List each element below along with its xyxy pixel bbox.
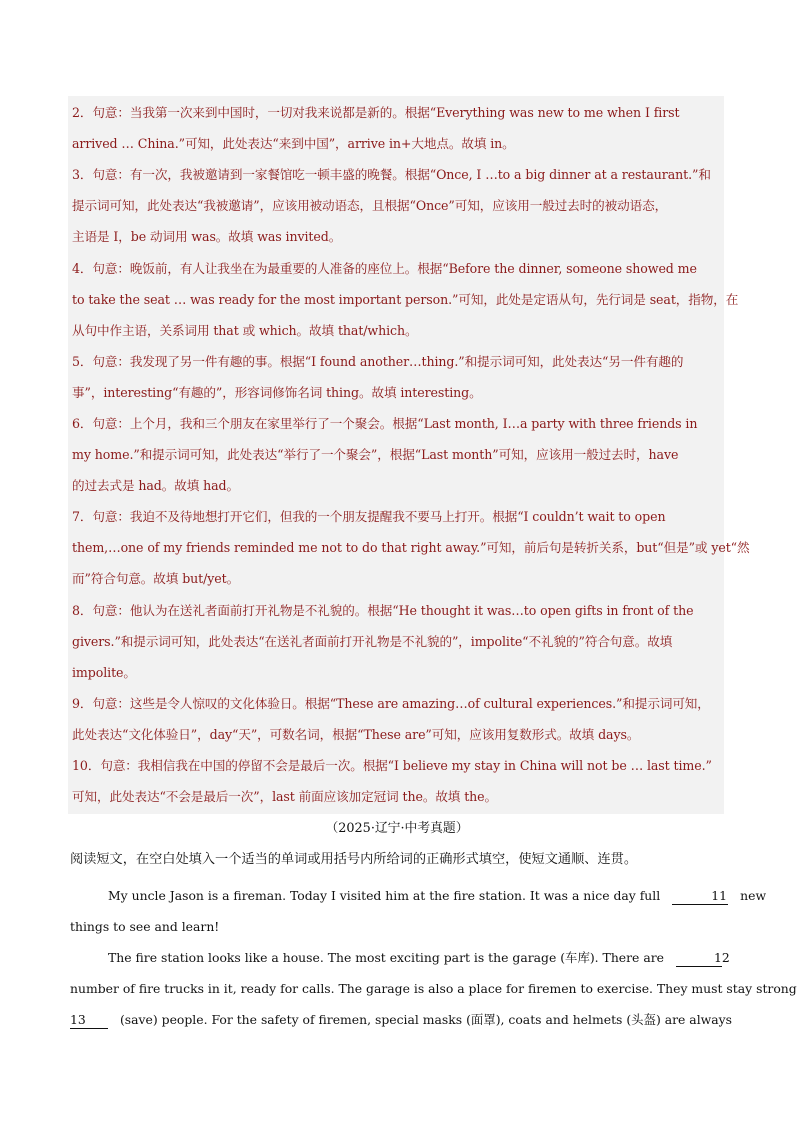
answer-line: 6．句意：上个月，我和三个朋友在家里举行了一个聚会。根据“Last month, I…a party with three friends in (72, 416, 698, 431)
blank-13[interactable]: 13 (70, 1012, 108, 1029)
answer-explanation-8 (72, 595, 724, 688)
passage-paragraph-2 (70, 942, 797, 1035)
passage-text: (save) people. For the safety of firemen, special masks (面罩), coats and helmets (头盔) are always (119, 1012, 733, 1027)
exercise-instruction: 阅读短文，在空白处填入一个适当的单词或用括号内所给词的正确形式填空，使短文通顺、连贯。 (70, 852, 638, 867)
answer-explanation-9 (72, 688, 724, 750)
answer-line: 2．句意：当我第一次来到中国时，一切对我来说都是新的。根据“Everything was new to me when I first (72, 105, 680, 120)
answer-explanation-10 (72, 750, 724, 812)
answer-explanation-5 (72, 346, 724, 408)
answer-line: 的过去式是 had。故填 had。 (72, 478, 240, 494)
answer-line: 8．句意：他认为在送礼者面前打开礼物是不礼貌的。根据“He thought it was…to open gifts in front of the (72, 602, 694, 618)
answer-explanation-7 (72, 501, 750, 594)
answer-line: 可知，此处表达“不会是最后一次”，last 前面应该加定冠词 the。故填 the。 (72, 789, 498, 805)
answer-line: 提示词可知，此处表达“我被邀请”，应该用被动语态，且根据“Once”可知，应该用一般过去时的被动语态， (72, 198, 668, 214)
answer-line: to take the seat … was ready for the most important person.”可知，此处是定语从句，先行词是 seat，指物，在 (72, 291, 739, 307)
answer-line: 10．句意：我相信我在中国的停留不会是最后一次。根据“I believe my stay in China will not be … last time.” (72, 758, 712, 774)
answer-line: givers.”和提示词可知，此处表达“在送礼者面前打开礼物是不礼貌的”，impolite“不礼貌的”符合句意。故填 (72, 633, 673, 649)
answer-explanation-3 (72, 159, 724, 252)
answer-line: 主语是 I，be 动词用 was。故填 was invited。 (72, 229, 342, 245)
passage-text: new (740, 888, 767, 903)
passage-text: The fire station looks like a house. The most exciting part is the garage (车库). There are (108, 950, 664, 965)
answer-line: impolite。 (72, 664, 136, 680)
answer-explanation-4 (72, 253, 739, 346)
blank-11[interactable]: 11 (672, 888, 728, 905)
answer-line: 3．句意：有一次，我被邀请到一家餐馆吃一顿丰盛的晚餐。根据“Once, I …to a big dinner at a restaurant.”和 (72, 167, 711, 183)
answer-line: arrived … China.”可知，此处表达“来到中国”，arrive in+大地点。故填 in。 (72, 136, 515, 152)
passage-text: things to see and learn! (70, 919, 220, 934)
answer-explanation-6 (72, 408, 724, 501)
answer-line: them,…one of my friends reminded me not to do that right away.”可知，前后句是转折关系，but“但是”或 yet“然 (72, 540, 750, 556)
answer-line: 事”，interesting“有趣的”，形容词修饰名词 thing。故填 interesting。 (72, 384, 482, 400)
passage-text: My uncle Jason is a fireman. Today I visited him at the fire station. It was a nice day full (108, 888, 661, 903)
passage-text: number of fire trucks in it, ready for calls. The garage is also a place for firemen to exercise. They must stay strong (70, 981, 797, 996)
answer-line: 5．句意：我发现了另一件有趣的事。根据“I found another…thing.”和提示词可知，此处表达“另一件有趣的 (72, 353, 684, 369)
answer-line: 7．句意：我迫不及待地想打开它们，但我的一个朋友提醒我不要马上打开。根据“I couldn’t wait to open (72, 509, 666, 525)
passage-paragraph-1 (70, 880, 767, 942)
answer-explanation-2 (72, 97, 724, 159)
answer-line: 从句中作主语，关系词用 that 或 which。故填 that/which。 (72, 322, 418, 338)
answer-line: 4．句意：晚饭前，有人让我坐在为最重要的人准备的座位上。根据“Before the dinner, someone showed me (72, 260, 697, 276)
answer-line: 而”符合句意。故填 but/yet。 (72, 571, 240, 587)
answer-line: 此处表达“文化体验日”，day“天”，可数名词，根据“These are”可知，应该用复数形式。故填 days。 (72, 726, 640, 742)
answer-line: 9．句意：这些是令人惊叹的文化体验日。根据“These are amazing…of cultural experiences.”和提示词可知， (72, 695, 710, 711)
blank-12[interactable]: 12 (676, 950, 722, 967)
answer-line: my home.”和提示词可知，此处表达“举行了一个聚会”，根据“Last month”可知，应该用一般过去时，have (72, 447, 679, 463)
source-label: （2025·辽宁·中考真题） (325, 821, 469, 836)
